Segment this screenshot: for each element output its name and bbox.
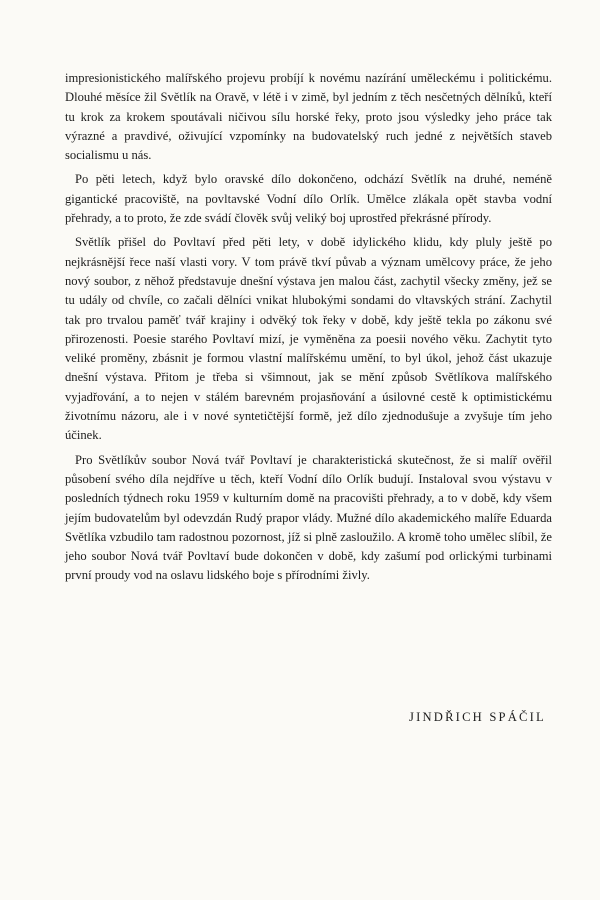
author-signature: JINDŘICH SPÁČIL: [409, 710, 546, 724]
paragraph-4: Pro Světlíkův soubor Nová tvář Povltaví je charakteristická skutečnost, že si malíř ověřil působení svého díla nejdříve u těch, kteří Vodní dílo Orlík budují. Instaloval svou výstavu v posledních týdnech roku 1959 v kulturním domě na pracovišti přehrady, a to v době, kdy všem jejím budovatelům byl odevzdán Rudý prapor vlády. Mužné dílo akademického malíře Eduarda Světlíka vzbudilo tam radostnou pozornost, jíž si plně zasloužilo. A kromě toho umělec slíbil, že jeho soubor Nová tvář Povltaví bude dokončen v době, kdy zašumí pod orlickými turbinami první proudy vod na oslavu lidského boje s přírodními živly.: [65, 452, 552, 583]
paragraph-3: Světlík přišel do Povltaví před pěti lety, v době idylického klidu, kdy pluly ještě po nejkrásnější řece naší vlasti vory. V tom právě tkví půvab a význam umělcovy práce, že jeho nový soubor, z něhož představuje dnešní výstava jen malou část, zachytil všecky změny, jež se tu udály od chvíle, co začali dělníci vnikat hlubokými sondami do vltavských strání. Zachytil tak pro trvalou paměť tvář krajiny i odvěký tok řeky v době, kdy ještě tekla po zákonu své přirozenosti. Poesie starého Povltaví mizí, je vyměněna za poesii nového věku. Zachytit tyto veliké proměny, zbásnit je formou vlastní malířskému umění, to byl úkol, jehož část ukazuje dnešní výstava. Přitom je třeba si všimnout, jak se mění způsob Světlíkova malířského vyjadřování, a to nejen v stálém barevném projasňování a úsilovné cestě k optimistickému životnímu názoru, ale i v nové syntetičtější formě, jež dílo zjednodušuje a zvyšuje tím jeho účinek.: [65, 235, 552, 443]
document-body: [65, 69, 552, 591]
paragraph-2: Po pěti letech, když bylo oravské dílo dokončeno, odchází Světlík na druhé, neméně gigantické pracoviště, na povltavské Vodní dílo Orlík. Umělce zlákala opět stavba vodní přehrady, a to proto, že zde svádí člověk svůj veliký boj uprostřed překrásné přírody.: [65, 172, 552, 226]
paragraph-1: impresionistického malířského projevu probíjí k novému nazírání uměleckému i politickému. Dlouhé měsíce žil Světlík na Oravě, v létě i v zimě, byl jedním z těch nesčetných dělníků, kteří tu krok za krokem spoutávali ničivou sílu horské řeky, proto jsou výsledky jeho práce tak výrazné a pravdivé, oživující vzpomínky na budovatelský ruch jedné z největších staveb socialismu u nás.: [65, 71, 552, 163]
